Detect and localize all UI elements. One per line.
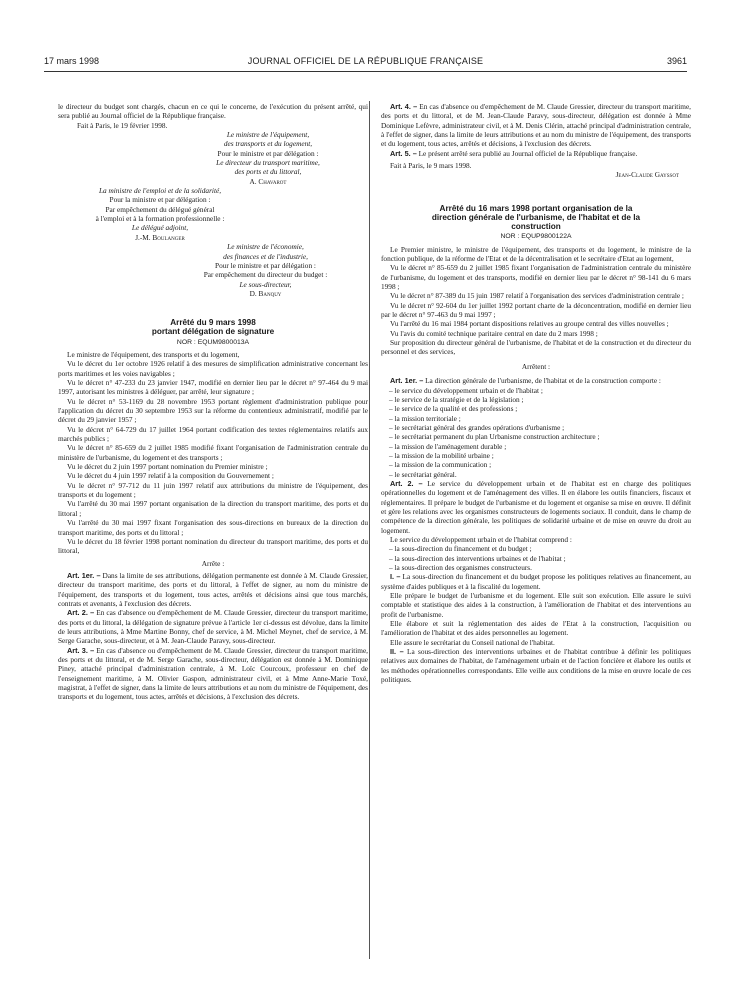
article-label: Art. 1er. –	[390, 376, 424, 386]
section-paragraph: Elle prépare le budget de l'urbanisme et du logement. Elle suit son exécution. Elle assure le suivi comptable et statistique des aides à la construction, à l'amélioration de l'habitat et des interventions au profit de l'urbanisme.	[381, 591, 691, 619]
section-label: I. –	[390, 572, 401, 582]
section-paragraph	[381, 572, 691, 591]
list-item: – le service de la stratégie et de la législation ;	[389, 394, 524, 404]
heading-line: Arrêté du 9 mars 1998	[170, 318, 256, 328]
visa-paragraph: Sur proposition du directeur général de l'urbanisme, de l'habitat et de la construction et du directeur du personnel et des services,	[381, 338, 691, 357]
nor-reference: NOR : EQUM9800013A	[176, 338, 250, 346]
header-rule	[44, 71, 687, 72]
left-column	[58, 102, 368, 702]
nor-reference: NOR : EQUP9800122A	[500, 233, 572, 241]
page-number: 3961	[666, 56, 687, 66]
list-item: – la mission territoriale ;	[389, 413, 461, 423]
list-item: – la mission de la mobilité urbaine ;	[389, 450, 494, 460]
visa-paragraph: Vu le décret n° 87-389 du 15 juin 1987 relatif à l'organisation des services d'administration centrale ;	[390, 291, 684, 301]
visa-paragraph: Vu le décret n° 47-233 du 23 janvier 1947, modifié en dernier lieu par le décret n° 97-464 du 9 mai 1997, autorisant les ministres à déléguer, par arrêté, leur signature ;	[58, 378, 368, 397]
signatory-name: J.-M. Boulanger	[135, 232, 185, 242]
visa-paragraph: Vu l'arrêté du 16 mai 1984 portant dispositions relatives au groupe central des villes nouvelles ;	[390, 319, 669, 329]
visa-paragraph: Vu le décret n° 64-729 du 17 juillet 1964 portant codification des textes réglementaires relatifs aux marchés publics ;	[58, 424, 368, 444]
sig-line: Le ministre de l'économie,	[227, 242, 304, 252]
sig-line: Par empêchement du directeur du budget :	[203, 270, 328, 280]
sig-line: des finances et de l'industrie,	[223, 251, 308, 261]
visa-paragraph: Vu le décret n° 97-712 du 11 juin 1997 relatif aux attributions du ministre de l'équipement, des transports et du logement ;	[58, 480, 368, 500]
list-item: – le secrétariat permanent du plan Urbanisme construction architecture ;	[389, 432, 600, 442]
heading-line: portant délégation de signature	[151, 327, 275, 337]
sig-line: Le délégué adjoint,	[131, 223, 189, 233]
list-item: – le service du développement urbain et de l'habitat ;	[389, 385, 543, 395]
list-item: – la mission de l'aménagement durable ;	[389, 441, 507, 451]
sig-line: Le directeur du transport maritime,	[216, 158, 320, 168]
signatory-name: A. Chavarot	[249, 176, 287, 186]
journal-title: JOURNAL OFFICIEL DE LA RÉPUBLIQUE FRANÇAISE	[247, 56, 484, 66]
list-item: – le secrétariat général.	[389, 469, 457, 479]
article-1-list	[381, 386, 691, 479]
done-at: Fait à Paris, le 9 mars 1998.	[390, 161, 472, 171]
signature-block-2	[50, 186, 270, 242]
sig-line: Pour le ministre et par délégation :	[215, 260, 316, 270]
article-label: Art. 2. –	[390, 478, 423, 488]
visa-paragraph: Vu le décret n° 85-659 du 2 juillet 1985 modifié fixant l'organisation de l'administration centrale du ministère de l'urbanisme, du logement et des transports ;	[58, 443, 368, 462]
article-text: La direction générale de l'urbanisme, de l'habitat et de la construction comporte :	[425, 376, 661, 386]
signatory-name: Jean-Claude Gayssot	[615, 170, 679, 180]
sig-line: des ports et du littoral,	[234, 167, 302, 177]
signatory-name: D. Banquy	[249, 288, 282, 298]
article-3	[58, 646, 368, 702]
sig-line: Pour le ministre et par délégation :	[217, 148, 319, 158]
signature-block-1	[173, 130, 363, 186]
sig-line: La ministre de l'emploi et de la solidarité,	[98, 186, 222, 196]
visa-paragraph: Vu le décret du 1er octobre 1926 relatif à des mesures de simplification administrative concernant les ports maritimes et les voies navigables ;	[58, 359, 368, 378]
article-1	[381, 376, 691, 385]
visa-paragraph: Le ministre de l'équipement, des transports et du logement,	[67, 349, 240, 359]
visa-paragraph: Vu le décret du 2 juin 1997 portant nomination du Premier ministre ;	[67, 462, 268, 472]
arretent-word: Arrêtent :	[521, 361, 551, 371]
sig-line: Le sous-directeur,	[239, 279, 292, 289]
article-2	[58, 608, 368, 645]
visa-paragraph: Vu le décret du 4 juin 1997 relatif à la composition du Gouvernement ;	[67, 471, 274, 481]
column-divider	[369, 101, 370, 959]
list-item: – la sous-direction des interventions urbaines et de l'habitat ;	[389, 553, 566, 563]
article-text: En cas d'absence ou d'empêchement de M. Claude Gressier, directeur du transport maritime, des ports et du littoral, et de M. Jean-Claude Paravy, sous-directeur, délégation est donnée à Mme Dominique Lefèvre, administrateur civil, et à M. Denis Clérin, attaché principal d'administration centrale, à l'effet de signer, dans la limite de leurs attributions et au nom du ministre de l'équipement, des transports et du logement, tous actes, arrêtés et décisions, à l'exclusion des décrets.	[381, 102, 692, 149]
article-text: Dans la limite de ses attributions, délégation permanente est donnée à M. Claude Gressier, directeur du transport maritime, des ports et du littoral, à l'effet de signer, au nom du ministre de l'équipement, des transports et du logement, tous actes, arrêtés et décisions ainsi que tous marchés, contrats et avenants, à l'exclusion des décrets.	[58, 570, 368, 608]
article-4	[381, 102, 691, 149]
heading-line: direction générale de l'urbanisme, de l'habitat et de la	[431, 212, 641, 222]
article-text: En cas d'absence ou d'empêchement de M. Claude Gressier, directeur du transport maritime, des ports et du littoral, la délégation de signature prévue à l'article 1er ci-dessus est dévolue, dans la limite de leurs attributions, à Mme Martine Bonny, chef de service, à M. Michel Meynet, chef de service, à M. Serge Garache, sous-directeur, et à M. Jean-Claude Paravy, sous-directeur.	[58, 608, 369, 646]
done-at: Fait à Paris, le 19 février 1998.	[77, 120, 168, 130]
section-paragraph: Elle élabore et suit la réglementation des aides de l'Etat à la construction, l'acquisition ou l'amélioration de l'habitat et des aides personnelles au logement.	[381, 619, 691, 638]
article-label: Art. 2. –	[67, 608, 95, 618]
arrete-word: Arrête :	[201, 558, 225, 568]
visa-paragraph: Le Premier ministre, le ministre de l'équipement, des transports et du logement, le ministre de la fonction publique, de la réforme de l'Etat et de la décentralisation et le secrétaire d'Etat au logement,	[381, 244, 691, 264]
section-text: La sous-direction du financement et du budget propose les politiques relatives au financement, au système d'aides publiques et à la fiscalité du logement.	[381, 572, 692, 591]
sig-line: des transports et du logement,	[223, 139, 313, 149]
list-item: – le service de la qualité et des professions ;	[389, 404, 518, 414]
visa-paragraph: Vu l'arrêté du 30 mai 1997 portant organisation de la direction du transport maritime, des ports et du littoral ;	[58, 499, 368, 518]
heading-line: construction	[511, 222, 561, 232]
arrete-heading	[381, 204, 691, 232]
sig-line: Pour la ministre et par délégation :	[109, 195, 211, 205]
arrete-heading	[58, 318, 368, 336]
list-item: – la sous-direction du financement et du budget ;	[389, 544, 532, 554]
section-text: La sous-direction des interventions urbaines et de l'habitat contribue à définir les politiques relatives aux domaines de l'habitat, de l'aménagement urbain et de l'action foncière et élabore les outils et les méthodes opérationnelles correspondants. Elle veille aux conditions de la mise en œuvre locale de ces politiques.	[381, 647, 691, 685]
section-label: II. –	[390, 647, 404, 657]
section-paragraph	[381, 647, 691, 684]
visa-paragraph: Vu le décret n° 85-659 du 2 juillet 1985 fixant l'organisation de l'administration centrale du ministère de l'urbanisme, du logement et des transports, modifié en dernier lieu par le décret n° 98-141 du 6 mars 1998 ;	[381, 263, 691, 292]
article-text: En cas d'absence ou d'empêchement de M. Claude Gressier, directeur du transport maritime, des ports et du littoral, et de M. Serge Garache, sous-directeur, délégation est donnée à M. Dominique Piney, attaché principal d'administration centrale, à M. Loïc Courcoux, professeur en chef de l'enseignement maritime, à M. Olivier Gaspon, administrateur civil, et à Mme Anne-Marie Toxé, magistrat, à l'effet de signer, dans la limite de leurs attributions et au nom du ministre de l'équipement, des transports et du logement, tous actes, arrêtés et décisions, à l'exclusion des décrets.	[58, 645, 369, 702]
article-2-list	[381, 544, 691, 572]
section-paragraph: Elle assure le secrétariat du Conseil national de l'habitat.	[390, 637, 555, 647]
page-header	[44, 56, 687, 70]
closing-paragraph: le directeur du budget sont chargés, chacun en ce qui le concerne, de l'exécution du présent arrêté, qui sera publié au Journal officiel de la République française.	[58, 102, 368, 121]
article-label: Art. 4. –	[390, 102, 418, 111]
article-label: Art. 5. –	[390, 148, 417, 158]
visa-paragraph: Vu l'arrêté du 30 mai 1997 fixant l'organisation des sous-directions en bureaux de la direction du transport maritime, des ports et du littoral ;	[58, 518, 368, 537]
sig-line: Par empêchement du délégué général	[105, 204, 215, 214]
article-1	[58, 571, 368, 608]
article-2	[381, 479, 691, 535]
article-text: Le présent arrêté sera publié au Journal officiel de la République française.	[418, 148, 638, 158]
issue-date: 17 mars 1998	[44, 56, 100, 66]
visa-paragraph: Vu le décret n° 53-1169 du 28 novembre 1953 portant règlement d'administration publique pour l'application du décret du 30 septembre 1953 sur la réforme du contentieux administratif, modifié par le décret du 29 janvier 1957 ;	[58, 396, 368, 425]
heading-line: Arrêté du 16 mars 1998 portant organisation de la	[439, 203, 633, 213]
visa-paragraph: Vu le décret du 18 février 1998 portant nomination du directeur du transport maritime, des ports et du littoral,	[58, 536, 368, 556]
list-item: – la sous-direction des organismes constructeurs.	[389, 563, 532, 573]
visa-paragraph: Vu le décret n° 92-604 du 1er juillet 1992 portant charte de la déconcentration, modifié en dernier lieu par le décret n° 97-463 du 9 mai 1997 ;	[381, 300, 691, 320]
article-5	[381, 149, 691, 158]
sig-line: Le ministre de l'équipement,	[226, 130, 310, 140]
signature-block-3	[163, 242, 368, 298]
article-2-intro: Le service du développement urbain et de l'habitat comprend :	[390, 535, 572, 545]
visa-paragraph: Vu l'avis du comité technique paritaire central en date du 2 mars 1998 ;	[390, 328, 598, 338]
sig-line: à l'emploi et à la formation professionnelle :	[95, 214, 225, 224]
article-label: Art. 1er. –	[67, 570, 101, 580]
list-item: – le secrétariat général des grandes opérations d'urbanisme ;	[389, 422, 565, 432]
article-text: Le service du développement urbain et de l'habitat est en charge des politiques opérationnelles du logement et de l'aménagement des villes. Il en élabore les outils financiers, fiscaux et réglementaires. Il prépare le budget de l'urbanisme et du logement et organise sa mise en œuvre. Il définit et gère les relations avec les organismes constructeurs de logements sociaux. Il conduit, dans le champ de compétence de la direction générale, les politiques de solidarité urbaine et de mise en œuvre du droit au logement.	[381, 478, 691, 535]
list-item: – la mission de la communication ;	[389, 460, 492, 470]
article-label: Art. 3. –	[67, 645, 95, 655]
right-column	[381, 102, 691, 685]
